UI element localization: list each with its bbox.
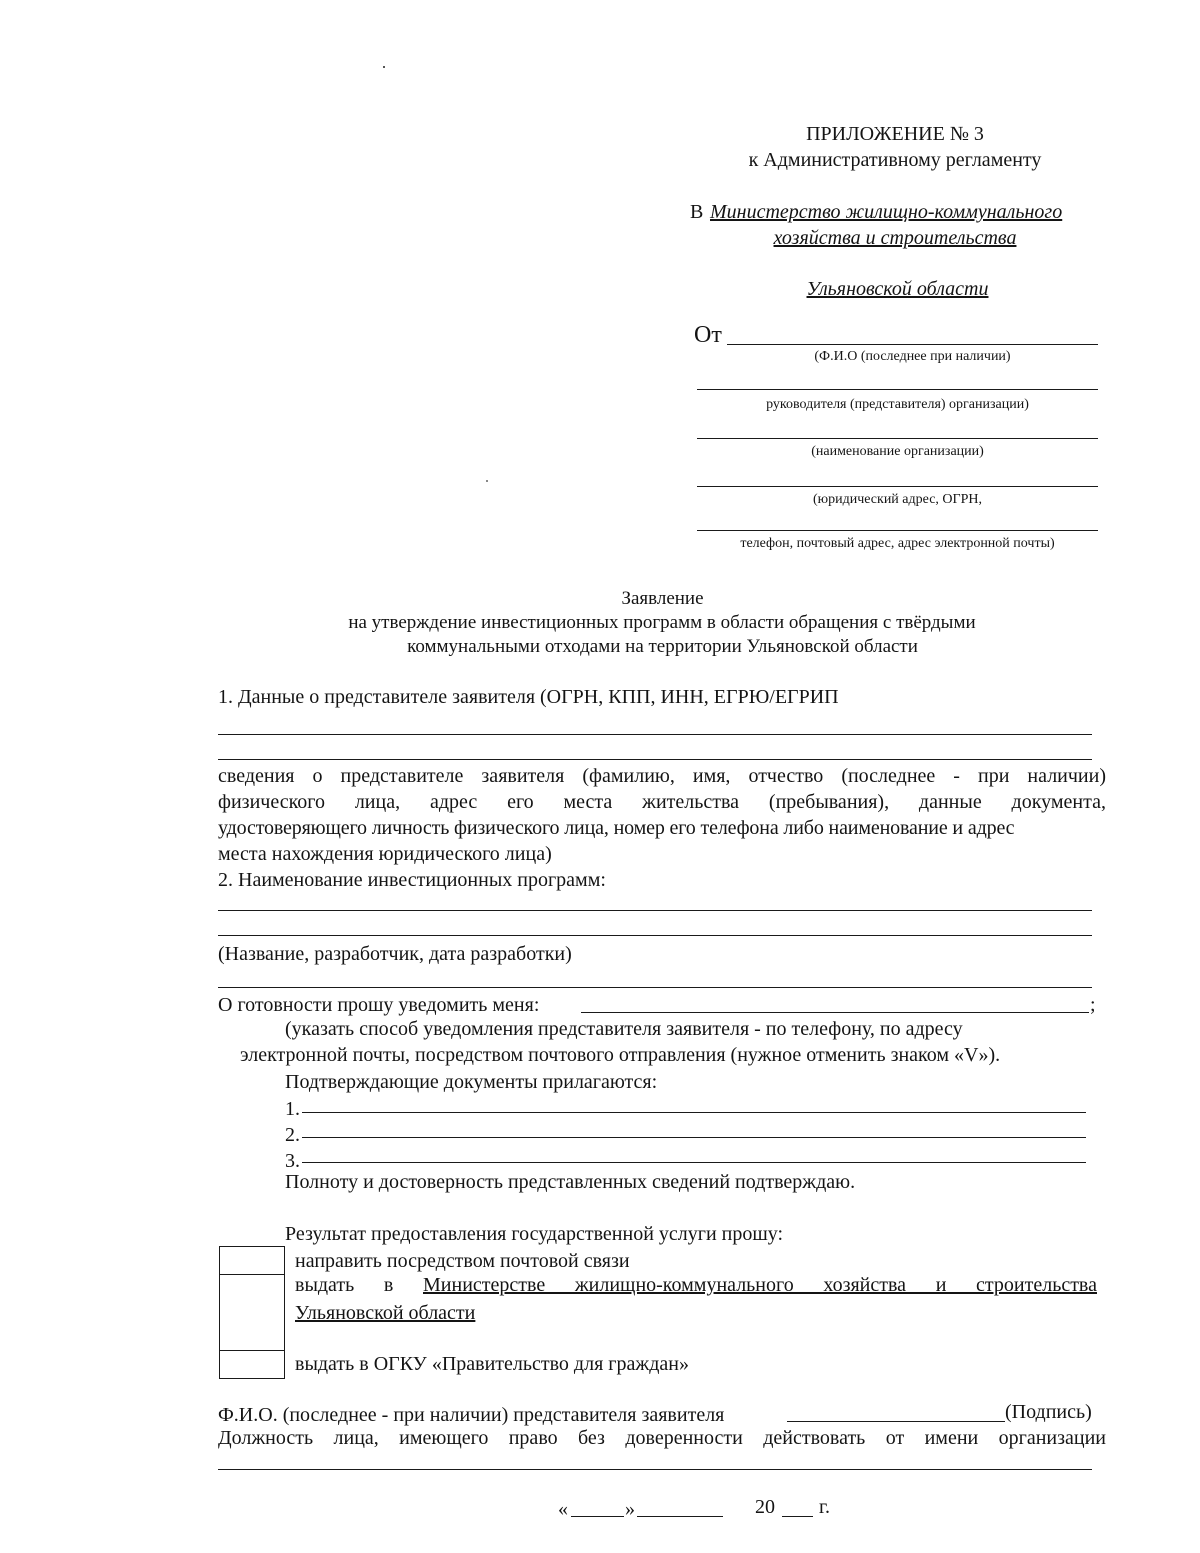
result-option-ministry-label-line2: Ульяновской области xyxy=(295,1302,476,1324)
from-line-5[interactable] xyxy=(697,530,1098,531)
section1-description-line3: удостоверяющего личность физического лица, номер его телефона либо наименование и адрес xyxy=(218,817,1015,839)
result-option-ogku-label: выдать в ОГКУ «Правительство для граждан» xyxy=(295,1353,689,1375)
result-option-postal-label: направить посредством почтовой связи xyxy=(295,1250,630,1272)
document-subtitle-line1: на утверждение инвестиционных программ в области обращения с твёрдыми xyxy=(348,612,976,633)
signature-field[interactable] xyxy=(787,1421,1005,1422)
result-option-ministry-checkbox[interactable] xyxy=(219,1274,285,1351)
from-caption-org: (наименование организации) xyxy=(811,444,984,459)
section2-heading: 2. Наименование инвестиционных программ: xyxy=(218,869,606,891)
document-item-number: 2. xyxy=(285,1124,300,1146)
section2-fill-line2[interactable] xyxy=(218,935,1092,936)
date-year-prefix: 20 xyxy=(755,1496,775,1518)
result-option-ministry-text: выдать в Министерстве жилищно-коммунального хозяйства и строительства xyxy=(295,1274,1097,1296)
notify-hint-line1: (указать способ уведомления представителя заявителя - по телефону, по адресу xyxy=(285,1018,963,1040)
regulation-reference: к Административному регламенту xyxy=(748,149,1042,171)
date-year-suffix: г. xyxy=(819,1496,830,1518)
date-day-field[interactable] xyxy=(571,1516,624,1517)
ministry-name-line1: Министерство жилищно-коммунального xyxy=(710,201,1063,223)
document-item-number: 1. xyxy=(285,1098,300,1120)
section1-description-line2: физического лица, адрес его места жительства (пребывания), данные документа, xyxy=(218,791,1106,813)
date-open-quote: « xyxy=(558,1498,568,1520)
section2-fill-line3[interactable] xyxy=(218,987,1092,988)
from-caption-address: (юридический адрес, ОГРН, xyxy=(812,492,983,507)
from-caption-head: руководителя (представителя) организации) xyxy=(766,397,1029,412)
from-line-2[interactable] xyxy=(697,389,1098,390)
document-item-3-field[interactable] xyxy=(302,1162,1086,1163)
documents-label: Подтверждающие документы прилагаются: xyxy=(285,1071,658,1093)
from-line-3[interactable] xyxy=(697,438,1098,439)
from-line-4[interactable] xyxy=(697,486,1098,487)
document-item-1-field[interactable] xyxy=(302,1112,1086,1113)
ministry-name-line2: хозяйства и строительства xyxy=(773,227,1017,249)
position-field[interactable] xyxy=(218,1469,1092,1470)
signature-caption: (Подпись) xyxy=(1005,1401,1092,1423)
signature-fio-label: Ф.И.О. (последнее - при наличии) представителя заявителя xyxy=(218,1404,725,1426)
section1-description-line4: места нахождения юридического лица) xyxy=(218,843,552,865)
notify-hint-line2: электронной почты, посредством почтового отправления (нужное отменить знаком «V»). xyxy=(240,1044,1001,1066)
appendix-number: ПРИЛОЖЕНИЕ № 3 xyxy=(806,123,984,145)
document-item-2-field[interactable] xyxy=(302,1137,1086,1138)
notify-method-field[interactable] xyxy=(581,1012,1089,1013)
section1-fill-line2[interactable] xyxy=(218,759,1092,760)
result-option-ministry-label-line1 xyxy=(295,1272,1097,1298)
document-item-number: 3. xyxy=(285,1150,300,1172)
document-title: Заявление xyxy=(621,588,704,609)
from-label: От xyxy=(694,322,722,348)
addressee-prefix: В xyxy=(690,201,704,223)
date-month-field[interactable] xyxy=(637,1516,723,1517)
from-caption-contacts: телефон, почтовый адрес, адрес электронной почты) xyxy=(740,536,1055,551)
notify-label: О готовности прошу уведомить меня: xyxy=(218,994,540,1016)
date-year-field[interactable] xyxy=(782,1516,813,1517)
section1-description-line1: сведения о представителе заявителя (фамилию, имя, отчество (последнее - при наличии) xyxy=(218,765,1106,787)
section1-fill-line1[interactable] xyxy=(218,734,1092,735)
position-label: Должность лица, имеющего право без доверенности действовать от имени организации xyxy=(218,1427,1106,1449)
section2-caption: (Название, разработчик, дата разработки) xyxy=(218,943,572,965)
notify-semicolon: ; xyxy=(1090,994,1096,1016)
ministry-region: Ульяновской области xyxy=(806,278,989,300)
result-label: Результат предоставления государственной услуги прошу: xyxy=(285,1223,784,1245)
section2-fill-line1[interactable] xyxy=(218,910,1092,911)
ministry-underlined-text: Министерстве жилищно-коммунального хозяйства и строительства xyxy=(423,1274,1097,1296)
confirmation-statement: Полноту и достоверность представленных сведений подтверждаю. xyxy=(285,1171,856,1193)
scan-mark xyxy=(486,480,488,482)
document-subtitle-line2: коммунальными отходами на территории Ульяновской области xyxy=(407,636,918,657)
section1-heading: 1. Данные о представителе заявителя (ОГРН, КПП, ИНН, ЕГРЮ/ЕГРИП xyxy=(218,686,839,708)
result-option-postal-checkbox[interactable] xyxy=(219,1246,285,1275)
date-close-quote: » xyxy=(625,1498,635,1520)
from-fio-line[interactable] xyxy=(727,344,1098,345)
result-option-ogku-checkbox[interactable] xyxy=(219,1350,285,1379)
from-caption-fio: (Ф.И.О (последнее при наличии) xyxy=(814,349,1011,364)
scan-mark xyxy=(383,66,385,68)
